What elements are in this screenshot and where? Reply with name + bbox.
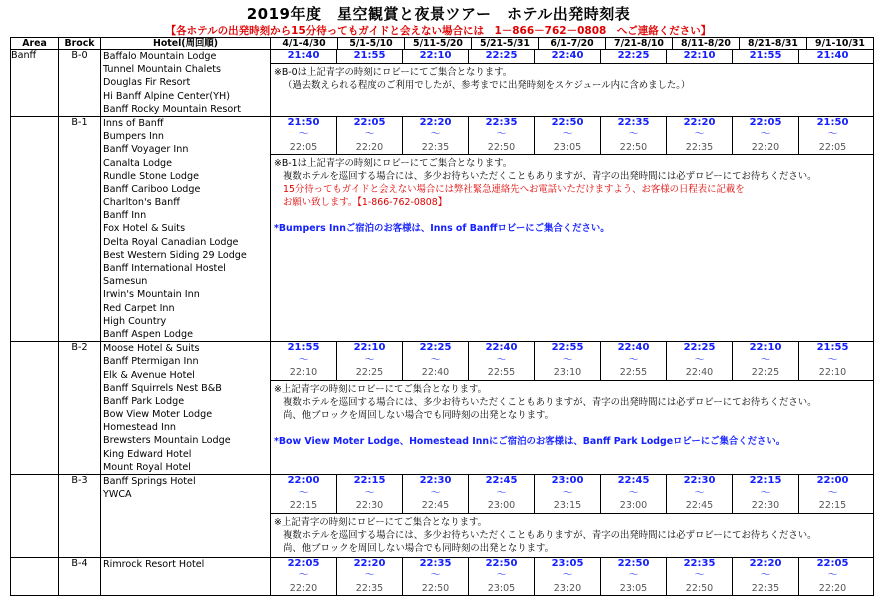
start-time: 22:50 — [617, 557, 650, 569]
hotel-name: Rimrock Resort Hotel — [103, 558, 205, 570]
note-line: 尚、他ブロックを周回しない場合でも同時刻の出発となります。 — [283, 542, 554, 554]
end-time: 22:10 — [289, 367, 318, 379]
tilde: ～ — [298, 129, 309, 141]
note-line: 尚、他ブロックを周回しない場合でも同時刻の出発となります。 — [283, 409, 554, 421]
end-time: 22:05 — [818, 141, 847, 153]
departure-times — [271, 117, 873, 155]
start-time: 23:05 — [551, 557, 584, 569]
start-time: 21:55 — [816, 342, 849, 354]
end-time: 22:35 — [751, 582, 780, 594]
tilde: ～ — [364, 570, 375, 581]
hotel-name: Banff Squirrels Nest B&B — [103, 382, 222, 394]
time-cell — [733, 50, 799, 63]
header-period: 8/11-8/20 — [673, 38, 740, 50]
start-time: 22:20 — [683, 116, 716, 128]
block-notes — [271, 63, 873, 94]
hotel-name: Banff Cariboo Lodge — [103, 183, 201, 195]
time-cell — [337, 558, 403, 596]
note-highlight: *Bow View Moter Lodge、Homestead Innにご宿泊のお客様は、Banff Park Lodgeロビーにご集合ください。 — [274, 435, 786, 447]
tilde: ～ — [628, 129, 639, 141]
end-time: 23:15 — [553, 500, 582, 511]
schedule-area — [271, 475, 874, 558]
end-time: 23:05 — [553, 141, 582, 153]
start-time: 22:40 — [551, 50, 584, 61]
tilde: ～ — [694, 129, 705, 141]
tilde: ～ — [694, 487, 705, 499]
time-cell — [403, 342, 469, 380]
brock-cell: B-0 — [59, 50, 101, 117]
note-line: ※上記青字の時刻にロビーにてご集合となります。 — [274, 516, 487, 528]
tilde: ～ — [298, 354, 309, 366]
time-cell — [535, 117, 601, 155]
start-time: 22:45 — [485, 475, 518, 486]
tilde: ～ — [628, 354, 639, 366]
departure-times — [271, 342, 873, 380]
end-time: 22:30 — [355, 500, 384, 511]
hotel-name: Homestead Inn — [103, 422, 177, 434]
end-time: 22:05 — [289, 141, 318, 153]
tilde: ～ — [430, 487, 441, 499]
end-time: 22:50 — [619, 141, 648, 153]
start-time: 21:50 — [287, 116, 320, 128]
end-time: 22:30 — [751, 500, 780, 511]
end-time: 22:20 — [751, 141, 780, 153]
hotel-name: Hi Banff Alpine Center(YH) — [103, 90, 230, 102]
hotel-name: YWCA — [103, 489, 132, 501]
start-time: 22:20 — [353, 557, 386, 569]
time-cell — [469, 558, 535, 596]
hotel-name: Banff Aspen Lodge — [103, 328, 194, 340]
block-notes — [271, 154, 873, 237]
header-area: Area — [11, 38, 59, 50]
hotel-list — [101, 50, 271, 117]
time-cell — [733, 558, 799, 596]
time-cell — [535, 558, 601, 596]
time-cell — [601, 558, 667, 596]
page-title: 2019年度 星空観賞と夜景ツアー ホテル出発時刻表 — [246, 5, 631, 23]
block-notes — [271, 513, 873, 557]
hotel-name: Delta Royal Canadian Lodge — [103, 236, 239, 248]
time-cell — [667, 50, 733, 63]
header-period: 4/1-4/30 — [271, 38, 338, 50]
time-cell — [535, 342, 601, 380]
tilde: ～ — [827, 487, 838, 499]
contact-notice: 【各ホテルの出発時刻から15分待ってもガイドと会えない場合には 1－866－762－0808 へご連絡ください】 — [165, 25, 712, 37]
tilde: ～ — [496, 354, 507, 366]
start-time: 23:00 — [551, 475, 584, 486]
hotel-name: Brewsters Mountain Lodge — [103, 435, 231, 447]
hotel-list — [101, 475, 271, 558]
block-notes — [271, 380, 873, 450]
time-cell — [799, 342, 866, 380]
hotel-name: Mount Royal Hotel — [103, 461, 191, 473]
time-cell — [337, 117, 403, 155]
tilde: ～ — [760, 129, 771, 141]
header-brock: Brock — [59, 38, 101, 50]
hotel-name: Banff Park Lodge — [103, 395, 185, 407]
schedule-area — [271, 342, 874, 475]
tilde: ～ — [364, 487, 375, 499]
end-time: 22:20 — [818, 582, 847, 594]
tilde: ～ — [496, 129, 507, 141]
time-cell — [601, 342, 667, 380]
hotel-name: Irwin's Mountain Inn — [103, 289, 200, 301]
time-cell — [667, 558, 733, 596]
end-time: 22:20 — [289, 582, 318, 594]
tilde: ～ — [562, 487, 573, 499]
hotel-name: Canalta Lodge — [103, 157, 173, 169]
area-name: Banff — [11, 50, 37, 61]
start-time: 22:05 — [287, 557, 320, 569]
time-cell — [799, 117, 866, 155]
note-highlight: *Bumpers Innご宿泊のお客様は、Inns of Banffロビーにご集合ください。 — [274, 223, 610, 235]
tilde: ～ — [760, 570, 771, 581]
hotel-name: Inns of Banff — [103, 117, 164, 129]
block-row — [11, 50, 874, 117]
end-time: 22:15 — [818, 500, 847, 511]
end-time: 23:20 — [553, 582, 582, 594]
departure-times — [271, 50, 873, 63]
note-line: （過去数えられる程度のご利用でしたが、参考までに出発時刻をスケジュール内に含めました。） — [283, 79, 691, 91]
hotel-name: Banff International Hostel — [103, 263, 226, 274]
tilde: ～ — [562, 570, 573, 581]
note-line: 複数ホテルを巡回する場合には、多少お待ちいただくこともありますが、青字の出発時間には必ずロビーにてお待ちください。 — [283, 171, 817, 183]
time-cell — [799, 558, 866, 596]
note-spacer — [274, 209, 870, 222]
tilde: ～ — [628, 487, 639, 499]
end-time: 22:20 — [355, 141, 384, 153]
tilde: ～ — [827, 354, 838, 366]
tilde: ～ — [364, 129, 375, 141]
time-cell — [337, 475, 403, 513]
time-cell — [667, 117, 733, 155]
start-time: 22:00 — [287, 475, 320, 486]
tilde: ～ — [430, 354, 441, 366]
time-cell — [469, 117, 535, 155]
header-period: 5/21-5/31 — [472, 38, 539, 50]
start-time: 21:55 — [749, 50, 782, 61]
brock-cell: B-2 — [59, 342, 101, 475]
start-time: 22:35 — [683, 557, 716, 569]
schedule-area — [271, 557, 874, 596]
hotel-name: Banff Springs Hotel — [103, 476, 196, 487]
start-time: 22:45 — [617, 475, 650, 486]
tilde: ～ — [827, 570, 838, 581]
end-time: 23:00 — [487, 500, 516, 511]
start-time: 22:10 — [749, 342, 782, 354]
block-row — [11, 475, 874, 558]
time-cell — [733, 117, 799, 155]
time-cell — [271, 342, 337, 380]
start-time: 22:10 — [683, 50, 716, 61]
hotel-name: Banff Ptermigan Inn — [103, 356, 199, 368]
schedule-table — [10, 37, 874, 596]
hotel-name: Elk & Avenue Hotel — [103, 369, 195, 381]
end-time: 23:10 — [553, 367, 582, 379]
start-time: 22:20 — [749, 557, 782, 569]
header-period: 7/21-8/10 — [606, 38, 673, 50]
area-cell — [11, 116, 59, 341]
end-time: 22:35 — [355, 582, 384, 594]
hotel-name: Banff Rocky Mountain Resort — [103, 103, 241, 115]
hotel-name: Bow View Moter Lodge — [103, 409, 213, 421]
tilde: ～ — [364, 354, 375, 366]
hotel-name: Best Western Siding 29 Lodge — [103, 249, 247, 261]
end-time: 22:50 — [421, 582, 450, 594]
time-cell — [667, 342, 733, 380]
hotel-name: High Country — [103, 315, 167, 327]
block-row — [11, 116, 874, 341]
end-time: 22:35 — [685, 141, 714, 153]
tilde: ～ — [496, 487, 507, 499]
hotel-name: Douglas Fir Resort — [103, 77, 191, 89]
note-line: お願い致します。【1-866-762-0808】 — [283, 197, 448, 209]
start-time: 22:15 — [749, 475, 782, 486]
start-time: 22:05 — [353, 116, 386, 128]
tilde: ～ — [694, 570, 705, 581]
start-time: 22:25 — [485, 50, 518, 61]
end-time: 22:25 — [355, 367, 384, 379]
header-period: 5/11-5/20 — [405, 38, 472, 50]
time-cell — [271, 50, 337, 63]
area-cell — [11, 50, 59, 117]
hotel-name: King Edward Hotel — [103, 448, 192, 460]
tilde: ～ — [562, 129, 573, 141]
time-cell — [469, 50, 535, 63]
block-row — [11, 557, 874, 596]
start-time: 22:35 — [617, 116, 650, 128]
end-time: 22:45 — [685, 500, 714, 511]
start-time: 22:25 — [419, 342, 452, 354]
departure-times — [271, 475, 873, 513]
hotel-name: Fox Hotel & Suits — [103, 223, 186, 235]
start-time: 21:40 — [816, 50, 849, 61]
end-time: 23:05 — [619, 582, 648, 594]
schedule-area — [271, 50, 874, 117]
time-cell — [403, 475, 469, 513]
tilde: ～ — [496, 570, 507, 581]
time-cell — [403, 558, 469, 596]
brock-cell: B-4 — [59, 557, 101, 596]
hotel-name: Tunnel Mountain Chalets — [103, 64, 221, 76]
start-time: 22:30 — [683, 475, 716, 486]
time-cell — [799, 475, 866, 513]
note-line: ※B-1は上記青字の時刻にロビーにてご集合となります。 — [274, 158, 513, 170]
time-cell — [601, 475, 667, 513]
time-cell — [733, 475, 799, 513]
start-time: 22:40 — [485, 342, 518, 354]
note-line: 複数ホテルを巡回する場合には、多少お待ちいただくこともありますが、青字の出発時間には必ずロビーにてお待ちください。 — [283, 396, 817, 408]
start-time: 21:40 — [287, 50, 320, 61]
header-period: 5/1-5/10 — [338, 38, 405, 50]
start-time: 22:10 — [419, 50, 452, 61]
start-time: 21:55 — [353, 50, 386, 61]
end-time: 22:45 — [421, 500, 450, 511]
area-cell — [11, 342, 59, 475]
time-cell — [469, 342, 535, 380]
hotel-list — [101, 557, 271, 596]
tilde: ～ — [298, 570, 309, 581]
note-line: ※上記青字の時刻にロビーにてご集合となります。 — [274, 383, 487, 395]
tilde: ～ — [694, 354, 705, 366]
end-time: 23:00 — [619, 500, 648, 511]
time-cell — [337, 50, 403, 63]
header-period: 9/1-10/31 — [807, 38, 874, 50]
hotel-name: Red Carpet Inn — [103, 302, 175, 314]
start-time: 21:55 — [287, 342, 320, 354]
header-period: 8/21-8/31 — [740, 38, 807, 50]
end-time: 22:50 — [487, 141, 516, 153]
brock-cell: B-1 — [59, 116, 101, 341]
start-time: 22:20 — [419, 116, 452, 128]
start-time: 22:35 — [419, 557, 452, 569]
schedule-area — [271, 116, 874, 341]
header-row — [11, 38, 874, 50]
hotel-name: Rundle Stone Lodge — [103, 170, 199, 182]
tilde: ～ — [430, 129, 441, 141]
tilde: ～ — [430, 570, 441, 581]
header-hotel: Hotel(周回順) — [101, 38, 271, 50]
start-time: 22:05 — [816, 557, 849, 569]
note-spacer — [274, 422, 870, 435]
brock-cell: B-3 — [59, 475, 101, 558]
hotel-name: Baffalo Mountain Lodge — [103, 51, 217, 62]
start-time: 22:10 — [353, 342, 386, 354]
time-cell — [403, 50, 469, 63]
start-time: 22:05 — [749, 116, 782, 128]
start-time: 22:30 — [419, 475, 452, 486]
time-cell — [271, 558, 337, 596]
time-cell — [337, 342, 403, 380]
end-time: 22:50 — [685, 582, 714, 594]
start-time: 21:50 — [816, 116, 849, 128]
tilde: ～ — [628, 570, 639, 581]
tilde: ～ — [298, 487, 309, 499]
tilde: ～ — [562, 354, 573, 366]
note-line: ※B-0は上記青字の時刻にロビーにてご集合となります。 — [274, 66, 513, 78]
end-time: 22:15 — [289, 500, 318, 511]
end-time: 23:05 — [487, 582, 516, 594]
tilde: ～ — [760, 354, 771, 366]
header-period: 6/1-7/20 — [539, 38, 606, 50]
end-time: 22:35 — [421, 141, 450, 153]
hotel-name: Moose Hotel & Suits — [103, 343, 200, 355]
time-cell — [403, 117, 469, 155]
area-cell — [11, 475, 59, 558]
start-time: 22:50 — [551, 116, 584, 128]
hotel-name: Banff Inn — [103, 210, 147, 222]
hotel-name: Charlton's Banff — [103, 197, 180, 209]
time-cell — [271, 117, 337, 155]
time-cell — [601, 117, 667, 155]
tilde: ～ — [760, 487, 771, 499]
start-time: 22:35 — [485, 116, 518, 128]
note-line: 複数ホテルを巡回する場合には、多少お待ちいただくこともありますが、青字の出発時間には必ずロビーにてお待ちください。 — [283, 529, 817, 541]
hotel-name: Samesun — [103, 276, 148, 288]
end-time: 22:10 — [818, 367, 847, 379]
time-cell — [733, 342, 799, 380]
departure-times — [271, 558, 873, 596]
area-cell — [11, 557, 59, 596]
time-cell — [799, 50, 866, 63]
start-time: 22:00 — [816, 475, 849, 486]
time-cell — [271, 475, 337, 513]
start-time: 22:15 — [353, 475, 386, 486]
hotel-list — [101, 342, 271, 475]
hotel-name: Banff Voyager Inn — [103, 144, 189, 156]
time-cell — [667, 475, 733, 513]
time-cell — [601, 50, 667, 63]
end-time: 22:25 — [751, 367, 780, 379]
block-row — [11, 342, 874, 475]
start-time: 22:50 — [485, 557, 518, 569]
hotel-list — [101, 116, 271, 341]
time-cell — [469, 475, 535, 513]
end-time: 22:40 — [421, 367, 450, 379]
start-time: 22:40 — [617, 342, 650, 354]
end-time: 22:55 — [619, 367, 648, 379]
end-time: 22:55 — [487, 367, 516, 379]
time-cell — [535, 50, 601, 63]
hotel-name: Bumpers Inn — [103, 131, 164, 143]
tilde: ～ — [827, 129, 838, 141]
start-time: 22:25 — [683, 342, 716, 354]
start-time: 22:55 — [551, 342, 584, 354]
time-cell — [535, 475, 601, 513]
end-time: 22:40 — [685, 367, 714, 379]
note-line: 15分待ってもガイドと会えない場合には弊社緊急連絡先へお電話いただけますよう、お客様の日程表に記載を — [283, 184, 745, 196]
start-time: 22:25 — [617, 50, 650, 61]
